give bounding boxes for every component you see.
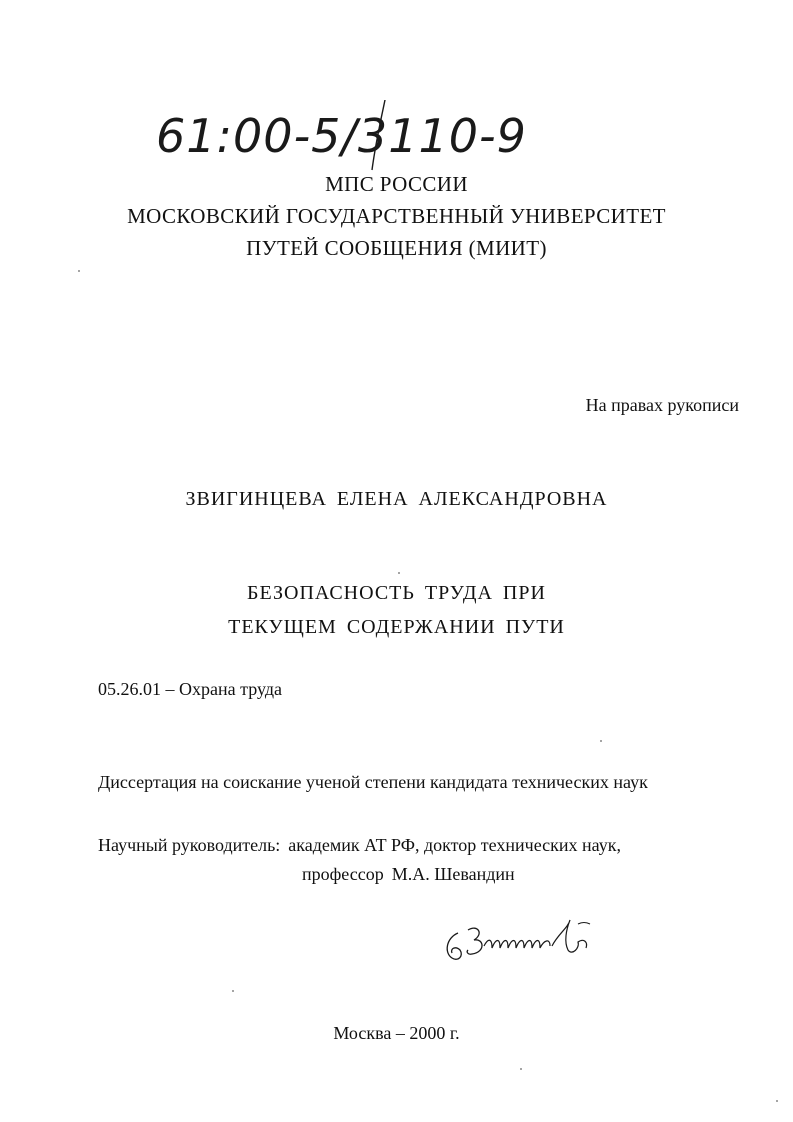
- scan-speck: [520, 1068, 522, 1070]
- organization-university-cont: ПУТЕЙ СООБЩЕНИЯ (МИИТ): [246, 236, 547, 260]
- supervisor-label: Научный руководитель:: [98, 835, 281, 855]
- archive-code-drawing: [150, 100, 530, 180]
- supervisor-name: М.А. Шевандин: [391, 864, 515, 884]
- dissertation-title-line1: БЕЗОПАСНОСТЬ ТРУДА ПРИ: [247, 582, 546, 604]
- scan-speck: [232, 990, 234, 992]
- supervisor-line: [98, 835, 621, 856]
- scan-speck: [398, 572, 400, 574]
- organization-university: МОСКОВСКИЙ ГОСУДАРСТВЕННЫЙ УНИВЕРСИТЕТ: [127, 204, 666, 228]
- supervisor-name-line: [302, 864, 515, 885]
- signature-drawing: [438, 908, 598, 978]
- scan-speck: [776, 1100, 778, 1102]
- organization-ministry: МПС РОССИИ: [325, 172, 468, 196]
- scan-speck: [600, 740, 602, 742]
- specialty-code: 05.26.01 – Охрана труда: [98, 679, 282, 699]
- supervisor-credentials: академик АТ РФ, доктор технических наук,: [288, 835, 621, 855]
- supervisor-rank: профессор: [302, 864, 384, 884]
- author-signature: [438, 908, 598, 978]
- dissertation-title-line2: ТЕКУЩЕМ СОДЕРЖАНИИ ПУТИ: [228, 616, 565, 638]
- rights-note: На правах рукописи: [585, 395, 739, 415]
- author-name: ЗВИГИНЦЕВА ЕЛЕНА АЛЕКСАНДРОВНА: [185, 488, 608, 510]
- archive-code-text: 61:00-5/3110-9: [156, 109, 527, 163]
- city-and-year: Москва – 2000 г.: [333, 1023, 460, 1043]
- dissertation-type: Диссертация на соискание ученой степени кандидата технических наук: [98, 772, 648, 792]
- archive-code-handwritten: [150, 100, 530, 180]
- scan-speck: [78, 270, 80, 272]
